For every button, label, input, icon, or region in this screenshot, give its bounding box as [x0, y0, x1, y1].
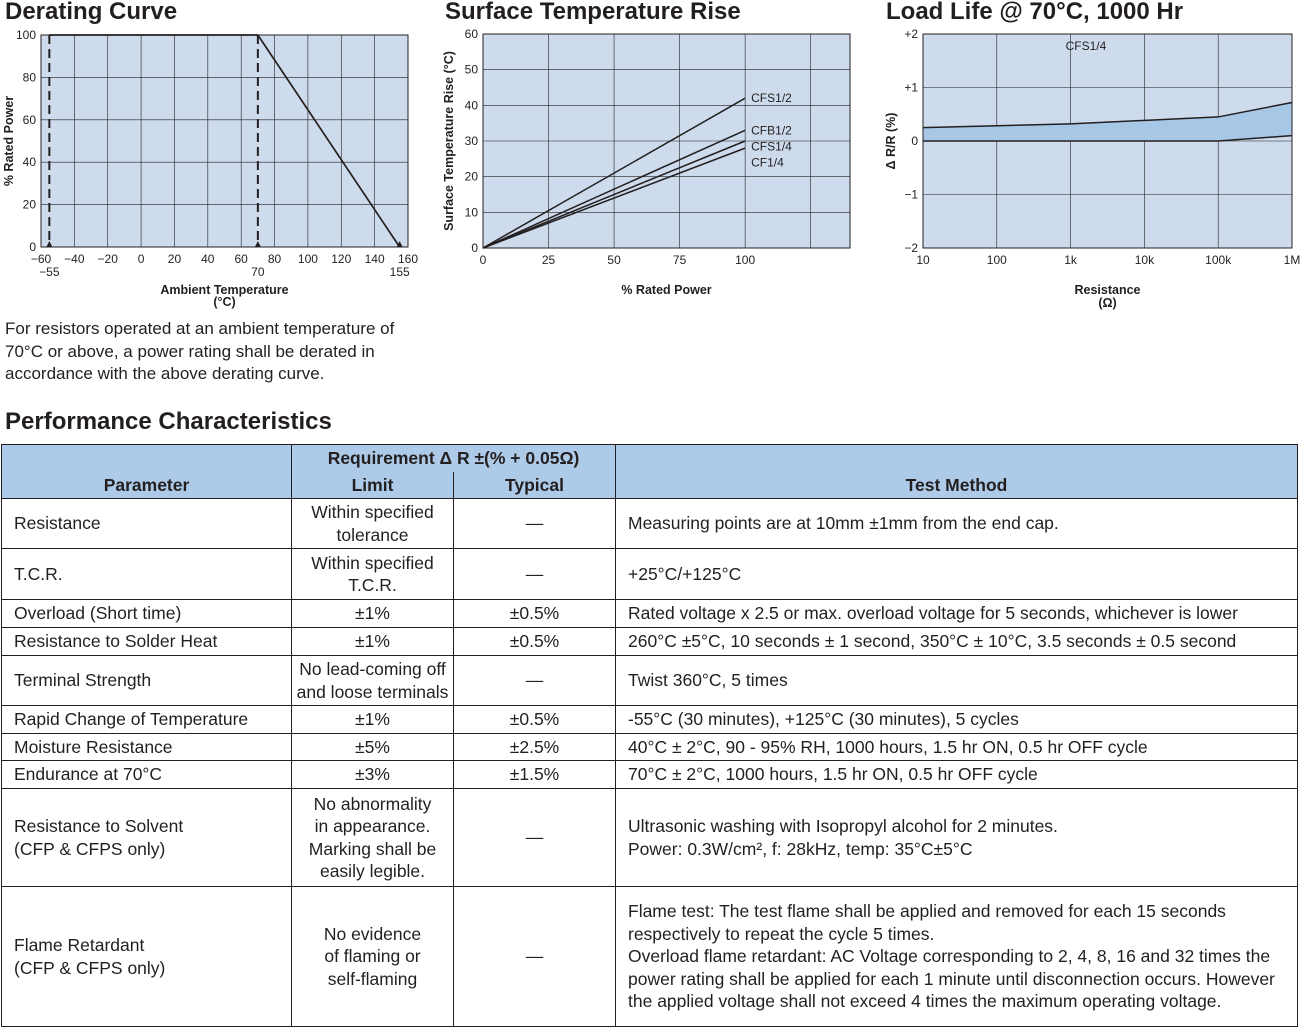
derating-note: For resistors operated at an ambient temperature of 70°C or above, a power rating shall be derated in accordance with the above derating curve.	[5, 319, 395, 383]
row-parameter: Resistance to Solder Heat	[2, 628, 292, 656]
row-typical: ±0.5%	[454, 600, 616, 628]
row-parameter: Moisture Resistance	[2, 734, 292, 761]
series-label: CFS1/2	[751, 91, 792, 106]
table-row	[2, 600, 1298, 628]
x-tick-label: 25	[541, 253, 556, 267]
row-limit: No evidence of flaming or self-flaming	[292, 887, 454, 1027]
x-tick-label: 120	[331, 252, 352, 266]
x-tick-label: 1M	[1283, 253, 1300, 267]
marker-label: −55	[39, 265, 60, 279]
row-parameter: Resistance	[2, 499, 292, 549]
row-limit: ±1%	[292, 628, 454, 656]
x-tick-label: 60	[234, 252, 248, 266]
x-tick-label: 100k	[1205, 253, 1232, 267]
y-tick-label: 50	[464, 62, 478, 77]
x-tick-label: −60	[30, 252, 52, 266]
x-tick-label: −20	[97, 252, 118, 266]
surface-temperature-rise-title: Surface Temperature Rise	[445, 0, 741, 25]
x-axis-unit: (Ω)	[1098, 296, 1117, 310]
x-tick-label: 100	[735, 253, 756, 267]
y-tick-label: 60	[22, 112, 36, 127]
y-tick-label: 80	[22, 70, 36, 85]
table-row	[2, 761, 1298, 789]
x-tick-label: 50	[607, 253, 621, 267]
y-tick-label: −1	[904, 187, 918, 202]
y-tick-label: +1	[904, 80, 918, 95]
row-typical: —	[454, 656, 616, 706]
row-test-method: 70°C ± 2°C, 1000 hours, 1.5 hr ON, 0.5 hr OFF cycle	[616, 761, 1298, 789]
series-label: CF1/4	[751, 155, 784, 170]
header-parameter: Parameter	[2, 445, 292, 499]
row-test-method: 260°C ±5°C, 10 seconds ± 1 second, 350°C ± 10°C, 3.5 seconds ± 0.5 second	[616, 628, 1298, 656]
y-tick-label: 20	[464, 169, 478, 184]
x-tick-label: 80	[267, 252, 282, 266]
y-axis-label: % Rated Power	[2, 95, 16, 187]
y-tick-label: 40	[22, 155, 36, 170]
x-axis-label: % Rated Power	[621, 283, 712, 297]
row-typical: ±2.5%	[454, 734, 616, 761]
plot-area	[41, 35, 408, 247]
row-limit: Within specified tolerance	[292, 499, 454, 549]
derating-curve-chart	[0, 28, 440, 316]
y-tick-label: +2	[904, 28, 918, 41]
row-limit: ±1%	[292, 706, 454, 734]
x-tick-label: 40	[201, 252, 215, 266]
y-axis-label: Δ R/R (%)	[884, 112, 898, 170]
y-tick-label: 100	[15, 28, 36, 42]
marker-label: 155	[389, 265, 410, 279]
series-label: CFB1/2	[751, 123, 792, 138]
x-axis-unit: (°C)	[213, 295, 236, 309]
y-tick-label: 0	[911, 134, 918, 148]
x-tick-label: −40	[64, 252, 85, 266]
series-annotation: CFS1/4	[1065, 39, 1107, 54]
surface-temperature-rise-chart	[436, 28, 866, 316]
x-tick-label: 0	[479, 253, 487, 267]
row-limit: Within specified T.C.R.	[292, 549, 454, 600]
row-limit: No lead-coming off and loose terminals	[292, 656, 454, 706]
series-label: CFS1/4	[751, 139, 792, 154]
x-tick-label: 1k	[1064, 253, 1077, 267]
table-row	[2, 887, 1298, 1027]
table-row	[2, 734, 1298, 761]
x-tick-label: 75	[672, 253, 687, 267]
table-row	[2, 789, 1298, 887]
row-test-method: Ultrasonic washing with Isopropyl alcohol for 2 minutes. Power: 0.3W/cm², f: 28kHz, temp: 35°C±5°C	[616, 789, 1298, 887]
row-parameter: Endurance at 70°C	[2, 761, 292, 789]
load-life-title: Load Life @ 70°C, 1000 Hr	[886, 0, 1184, 25]
row-limit: ±3%	[292, 761, 454, 789]
row-typical: ±1.5%	[454, 761, 616, 789]
y-tick-label: −2	[904, 241, 918, 255]
derating-curve-title: Derating Curve	[5, 0, 178, 25]
x-axis-label: Ambient Temperature	[160, 283, 289, 297]
x-tick-label: 10k	[1134, 253, 1155, 267]
performance-characteristics-title: Performance Characteristics	[5, 408, 332, 435]
table-row	[2, 656, 1298, 706]
table-row	[2, 628, 1298, 656]
row-test-method: Rated voltage x 2.5 or max. overload voltage for 5 seconds, whichever is lower	[616, 600, 1298, 628]
y-tick-label: 40	[464, 98, 478, 113]
y-tick-label: 0	[471, 241, 478, 255]
x-tick-label: 160	[397, 252, 419, 266]
row-test-method: -55°C (30 minutes), +125°C (30 minutes), 5 cycles	[616, 706, 1298, 734]
row-typical: —	[454, 499, 616, 549]
row-limit: ±1%	[292, 600, 454, 628]
row-typical: —	[454, 887, 616, 1027]
row-test-method: Measuring points are at 10mm ±1mm from the end cap.	[616, 499, 1298, 549]
row-test-method: Twist 360°C, 5 times	[616, 656, 1298, 706]
header-limit: Limit	[292, 472, 454, 499]
x-tick-label: 140	[364, 252, 385, 266]
table-row	[2, 706, 1298, 734]
x-tick-label: 100	[297, 252, 318, 266]
y-axis-label: Surface Temperature Rise (°C)	[442, 51, 456, 231]
row-parameter: Rapid Change of Temperature	[2, 706, 292, 734]
table-row	[2, 549, 1298, 600]
row-test-method: 40°C ± 2°C, 90 - 95% RH, 1000 hours, 1.5 hr ON, 0.5 hr OFF cycle	[616, 734, 1298, 761]
row-test-method: +25°C/+125°C	[616, 549, 1298, 600]
y-tick-label: 0	[29, 240, 36, 254]
marker-label: 70	[251, 265, 265, 279]
y-tick-label: 30	[464, 134, 478, 148]
row-parameter: Resistance to Solvent (CFP & CFPS only)	[2, 789, 292, 887]
x-tick-label: 20	[167, 252, 182, 266]
load-life-chart	[878, 28, 1300, 316]
header-test-method: Test Method	[616, 445, 1298, 499]
table-row	[2, 499, 1298, 549]
header-typical: Typical	[454, 472, 616, 499]
row-limit: ±5%	[292, 734, 454, 761]
row-limit: No abnormality in appearance. Marking shall be easily legible.	[292, 789, 454, 887]
x-tick-label: 10	[916, 253, 930, 267]
row-parameter: Overload (Short time)	[2, 600, 292, 628]
y-tick-label: 20	[22, 197, 36, 212]
y-tick-label: 10	[464, 205, 478, 220]
row-test-method: Flame test: The test flame shall be applied and removed for each 15 seconds respectively to repeat the cycle 5 times. Overload flame retardant: AC Voltage corresponding to 2, 4, 8, 16 and 32 times the power rating shall be applied for each 1 minute until disconnection occurs. However the applied voltage shall not exceed 4 times the maximum operating voltage.	[616, 887, 1298, 1027]
performance-table	[1, 444, 1298, 1027]
row-typical: ±0.5%	[454, 706, 616, 734]
row-typical: —	[454, 789, 616, 887]
x-axis-label: Resistance	[1074, 283, 1141, 297]
row-typical: ±0.5%	[454, 628, 616, 656]
row-typical: —	[454, 549, 616, 600]
row-parameter: Flame Retardant (CFP & CFPS only)	[2, 887, 292, 1027]
row-parameter: Terminal Strength	[2, 656, 292, 706]
x-tick-label: 0	[137, 252, 145, 266]
header-requirement: Requirement Δ R ±(% + 0.05Ω)	[292, 445, 616, 472]
x-tick-label: 100	[986, 253, 1007, 267]
row-parameter: T.C.R.	[2, 549, 292, 600]
y-tick-label: 60	[464, 28, 478, 41]
